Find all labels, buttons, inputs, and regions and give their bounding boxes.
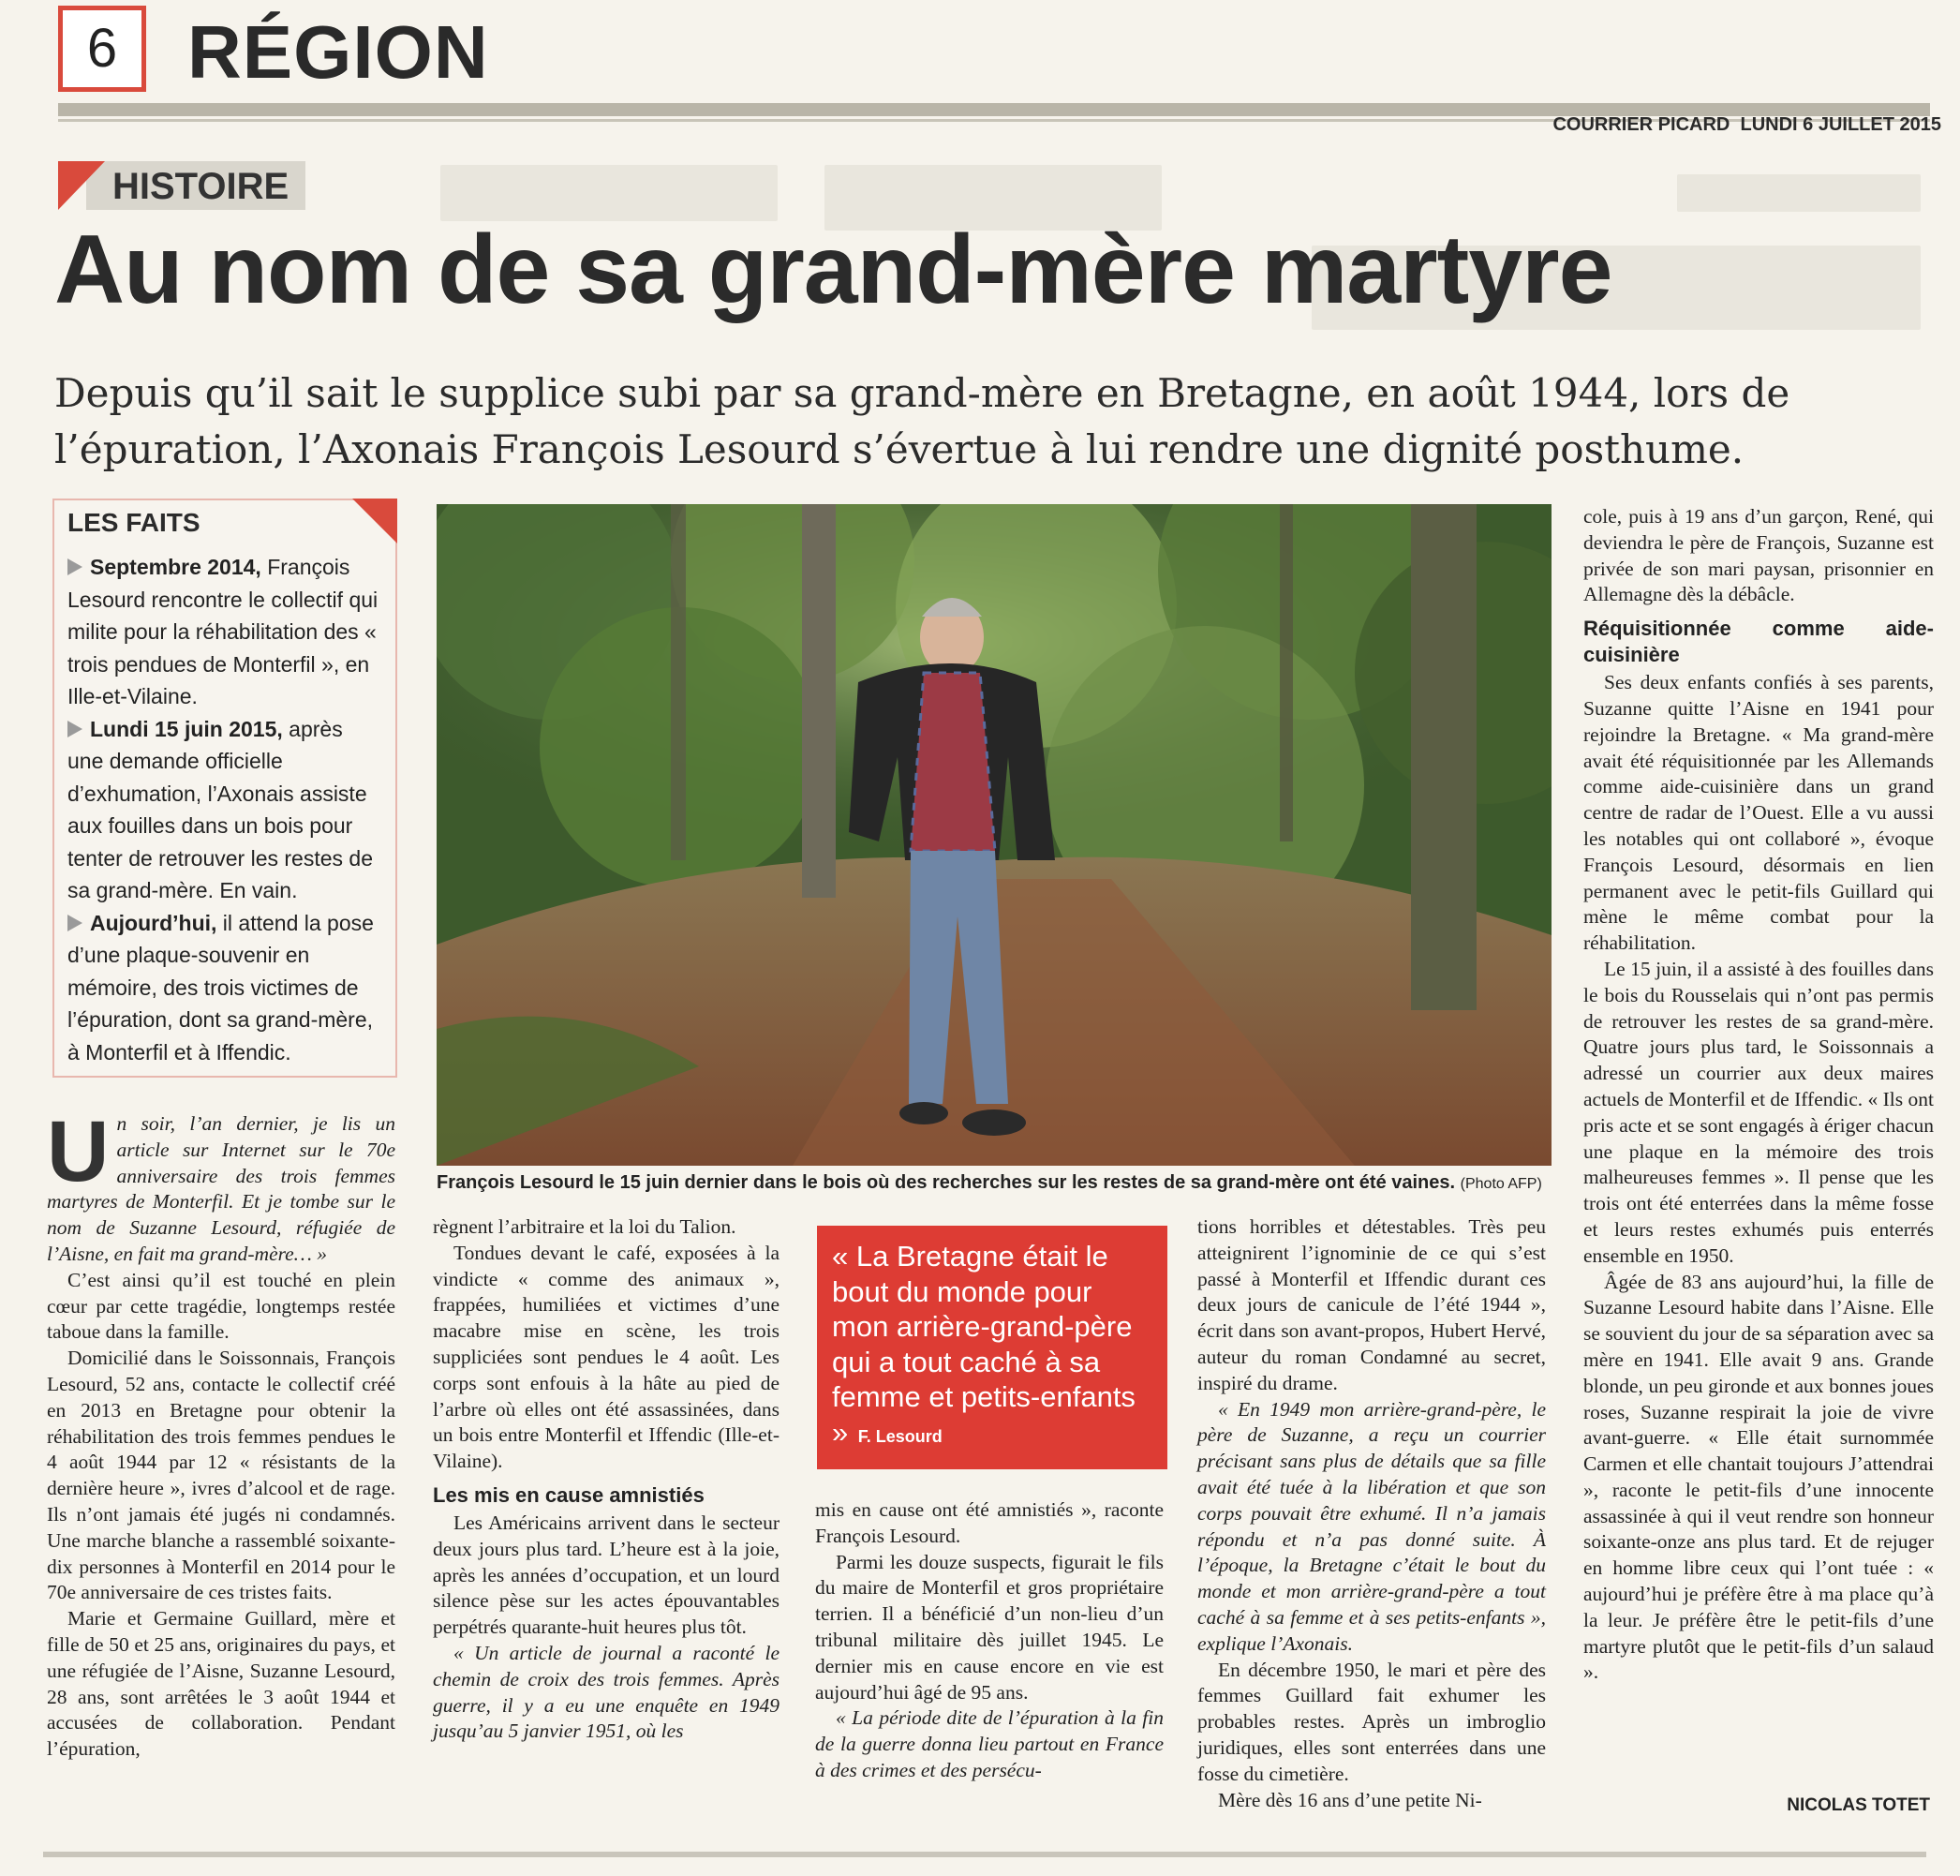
bullet-arrow-icon bbox=[67, 721, 82, 737]
paragraph: Marie et Germaine Guillard, mère et fille de 50 et 25 ans, originaires du pays, et une réfugiée de l’Aisne, Suzanne Lesourd, 28 ans, sont arrêtées le 3 août 1944 et accusées de collaboration. Pendant l’épuration, bbox=[47, 1607, 395, 1761]
byline-signature: NICOLAS TOTET bbox=[1787, 1795, 1930, 1815]
paragraph: cole, puis à 19 ans d’un garçon, René, qui deviendra le père de François, Suzanne est privée de son mari paysan, prisonnier en Allemagne dès la débâcle. bbox=[1583, 505, 1934, 606]
kicker-label: HISTOIRE bbox=[86, 161, 305, 210]
photo-caption-text: François Lesourd le 15 juin dernier dans le bois où des recherches sur les restes de sa grand-mère ont été vaines. bbox=[437, 1172, 1456, 1193]
paragraph: tions horribles et détestables. Très peu atteignirent l’ignominie de ce qui s’est passé à Monterfil et Iffendic durant ces deux jours de canicule de l’été 1944 », écrit dans son avant-propos, Hubert Hervé, auteur du roman Condamné au secret, inspiré du drame. bbox=[1197, 1215, 1546, 1394]
facts-list bbox=[67, 551, 384, 1068]
article-column-1 bbox=[47, 1104, 395, 1763]
article-column-2 bbox=[433, 1214, 780, 1745]
paragraph: Âgée de 83 ans aujourd’hui, la fille de Suzanne Lesourd habite dans l’Aisne. Elle se souvient du jour de sa séparation avec sa mère en 1941. Elle avait 9 ans. Grande blonde, un peu gironde et aux bonnes joues roses, Suzanne respirait la joie de vivre avant-guerre. « Elle était surnommée Carmen et elle chantait toujours J’attendrai », raconte le petit-fils d’une innocente assassinée à qui il veut rendre son honneur soixante-onze ans plus tard. Et de rejuger en homme libre ceux qui l’ont tuée : « aujourd’hui je préfère être à ma place qu’à la leur. Je préfère être le petit-fils d’une martyre plutôt que le petit-fils d’un salaud ». bbox=[1583, 1270, 1934, 1684]
paragraph: En décembre 1950, le mari et père des femmes Guillard fait exhumer les probables restes. Après un imbroglio juridiques, elles sont enterrées dans une fosse du cimetière. bbox=[1197, 1658, 1546, 1785]
article-column-5 bbox=[1583, 504, 1934, 1686]
bottom-rule bbox=[43, 1852, 1926, 1857]
paragraph: Parmi les douze suspects, figurait le fils du maire de Monterfil et gros propriétaire terrien. Il a bénéficié d’un non-lieu d’un tribunal militaire dès juillet 1945. Le dernier mis en cause encore en vie est aujourd’hui âgé de 95 ans. bbox=[815, 1550, 1164, 1704]
paragraph: « En 1949 mon arrière-grand-père, le père de Suzanne, a reçu un courrier précisant sans plus de détails que sa fille avait été tuée à la libération et que son corps pouvait être exhumé. Il n’a jamais répondu et n’a pas donné suite. À l’époque, la Bretagne c’était le bout du monde et mon arrière-grand-père a tout caché à sa femme et à ses petits-enfants », explique l’Axonais. bbox=[1197, 1397, 1546, 1655]
article-column-3 bbox=[815, 1497, 1164, 1784]
bullet-arrow-icon bbox=[67, 915, 82, 931]
paragraph: règnent l’arbitraire et la loi du Talion. bbox=[433, 1215, 736, 1238]
standfirst: Depuis qu’il sait le supplice subi par sa grand-mère en Bretagne, en août 1944, lors de l’épuration, l’Axonais François Lesourd s’évertue à lui rendre une dignité posthume. bbox=[54, 370, 1790, 472]
paragraph: Ses deux enfants confiés à ses parents, Suzanne quitte l’Aisne en 1941 pour rejoindre la Bretagne. « Ma grand-mère avait été réquisitionnée par les Allemands comme aide-cuisinière dans un grand centre de radar de l’Ouest. Elle a vu aussi les notables qui ont collaboré », évoque François Lesourd, désormais en lien permanent avec le petit-fils Guillard qui mène le même combat pour la réhabilitation. bbox=[1583, 671, 1934, 955]
pull-quote-text: « La Bretagne était le bout du monde pour mon arrière-grand-père qui a tout caché à sa femme et petits-enfants » bbox=[832, 1240, 1136, 1449]
paragraph: Mère dès 16 ans d’une petite Ni- bbox=[1218, 1788, 1482, 1811]
facts-item: Septembre 2014, François Lesourd rencontre le collectif qui milite pour la réhabilitation des « trois pendues de Monterfil », en Ille-et-Vilaine. bbox=[67, 555, 379, 708]
facts-title: LES FAITS bbox=[67, 508, 200, 537]
paragraph: mis en cause ont été amnistiés », raconte François Lesourd. bbox=[815, 1498, 1164, 1547]
paragraph: Le 15 juin, il a assisté à des fouilles dans le bois du Rousselais qui n’ont pas permis de retrouver les restes de sa grand-mère. Quatre jours plus tard, le Soissonnais a adressé un courrier aux deux maires actuels de Monterfil et de Iffendic. « Ils ont pris acte et se sont engagés à ériger chacun une plaque en la mémoire des trois malheureuses femmes ». Il pense que les trois ont été enterrées dans la même fosse et leurs restes exhumés puis enterrés ensemble en 1950. bbox=[1583, 957, 1934, 1267]
paragraph: Tondues devant le café, exposées à la vindicte « comme des animaux », frappées, humiliées et victimes d’une macabre mise en scène, les trois suppliciées sont pendues le 4 août. Les corps sont enfouis à la hâte au pied de l’arbre où elles ont été assassinées, dans un bois entre Monterfil et Iffendic (Ille-et-Vilaine). bbox=[433, 1241, 780, 1473]
publication-date: LUNDI 6 JUILLET 2015 bbox=[1740, 114, 1941, 135]
headline: Au nom de sa grand-mère martyre bbox=[54, 216, 1612, 324]
paragraph: « Un article de journal a raconté le chemin de croix des trois femmes. Après guerre, il y a eu une enquête en 1949 jusqu’au 5 janvier 1951, où les bbox=[433, 1641, 780, 1743]
facts-item: Aujourd’hui, il attend la pose d’une plaque-souvenir en mémoire, des trois victimes de l’épuration, dont sa grand-mère, à Monterfil et à Iffendic. bbox=[67, 910, 374, 1065]
paragraph: C’est ainsi qu’il est touché en plein cœur par cette tragédie, longtemps restée taboue dans la famille. bbox=[47, 1268, 395, 1344]
kicker-flag-icon bbox=[58, 161, 105, 210]
paragraph: Domicilié dans le Soissonnais, François Lesourd, 52 ans, contacte le collectif créé en 2013 en Bretagne pour obtenir la réhabilitation des trois femmes pendues le 4 août 1944 par 12 « résistants de la dernière heure », ivres d’alcool et de rage. Ils n’ont jamais été jugés ni condamnés. Une marche blanche a rassemblé soixante-dix personnes à Monterfil en 2014 pour le 70e anniversaire de ces tristes faits. bbox=[47, 1347, 395, 1604]
photo-caption bbox=[437, 1169, 1552, 1198]
article-photo bbox=[437, 504, 1552, 1166]
facts-item: Lundi 15 juin 2015, après une demande officielle d’exhumation, l’Axonais assiste aux fouilles dans un bois pour tenter de retrouver les restes de sa grand-mère. En vain. bbox=[67, 716, 373, 902]
paragraph: n soir, l’an dernier, je lis un article sur Internet sur le 70e anniversaire des trois femmes martyres de Monterfil. Et je tombe sur le nom de Suzanne Lesourd, réfugiée de l’Aisne, en fait ma grand-mère… » bbox=[47, 1112, 395, 1265]
publication-line bbox=[1552, 114, 1941, 136]
bullet-arrow-icon bbox=[67, 558, 82, 575]
facts-corner-icon bbox=[352, 499, 397, 543]
photo-credit: (Photo AFP) bbox=[1460, 1176, 1542, 1192]
pull-quote-author: F. Lesourd bbox=[857, 1426, 943, 1446]
paragraph: « La période dite de l’épuration à la fin de la guerre donna lieu partout en France à des crimes et des persécu- bbox=[815, 1706, 1164, 1781]
paragraph: Les Américains arrivent dans le secteur deux jours plus tard. L’heure est à la joie, après les années d’occupation, et un lourd silence pèse sur les actes épouvantables perpétrés quarante-huit heures plus tôt. bbox=[433, 1511, 780, 1639]
subheading: Réquisitionnée comme aide-cuisinière bbox=[1583, 617, 1934, 667]
article-column-4 bbox=[1197, 1214, 1546, 1813]
drop-cap: U bbox=[47, 1104, 110, 1199]
subheading: Les mis en cause amnistiés bbox=[433, 1482, 705, 1507]
page-number: 6 bbox=[58, 6, 146, 92]
pull-quote bbox=[817, 1226, 1167, 1469]
publication-name: COURRIER PICARD bbox=[1552, 114, 1730, 135]
section-title: RÉGION bbox=[187, 10, 489, 94]
